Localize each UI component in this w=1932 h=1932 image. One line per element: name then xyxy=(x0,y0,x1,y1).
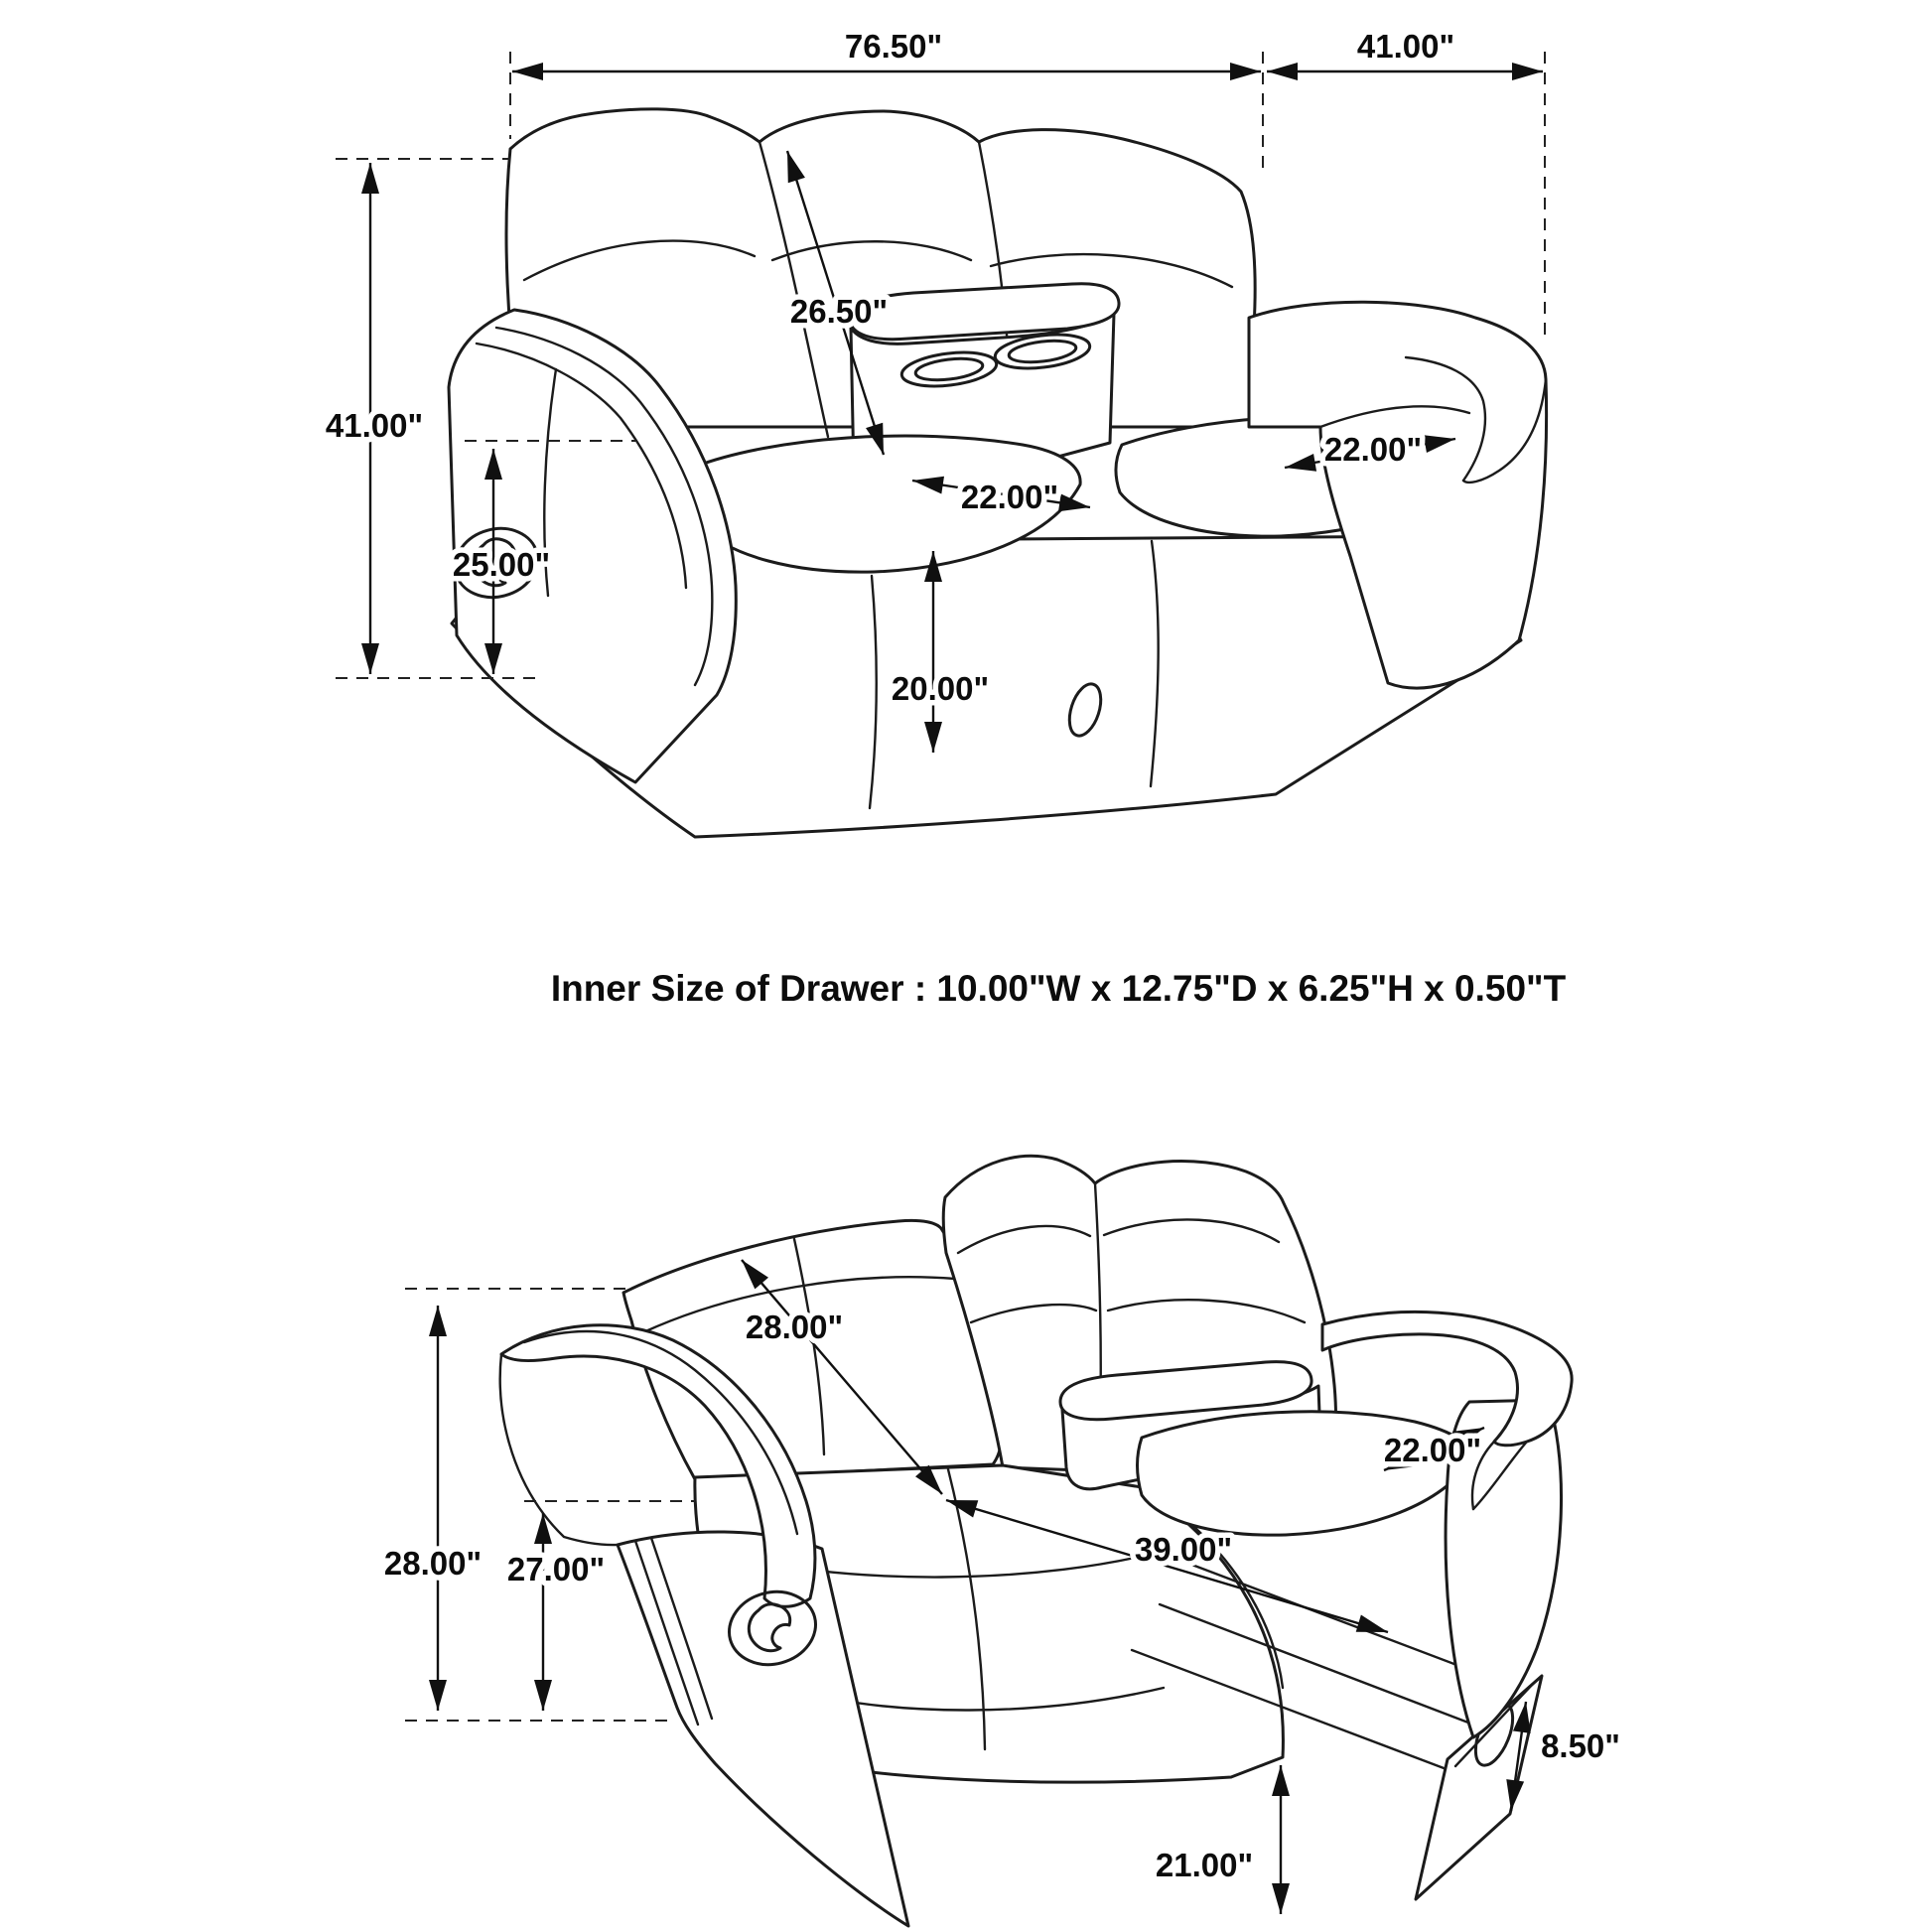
dim-label-footrest-panel: 8.50" xyxy=(1541,1727,1620,1764)
seat-right-bottom xyxy=(1138,1412,1472,1535)
dim-label-seat-width-bottom: 22.00" xyxy=(1383,1432,1482,1468)
dim-overall-depth xyxy=(1267,28,1545,343)
dim-label-arm-height-bottom: 27.00" xyxy=(506,1551,606,1587)
dim-seat-width-bottom xyxy=(1384,1428,1484,1470)
drawer-size-note: Inner Size of Drawer : 10.00"W x 12.75"D x 6.25"H x 0.50"T xyxy=(550,968,1567,1009)
dim-label-back-length: 26.50" xyxy=(789,293,889,330)
dim-label-seat-width-right: 22.00" xyxy=(1323,431,1423,468)
dim-label-seat-front-height: 20.00" xyxy=(891,670,990,707)
dim-label-seat-width-left: 22.00" xyxy=(960,479,1059,515)
bottom-sofa-art xyxy=(500,1156,1572,1926)
dim-label-overall-width: 76.50" xyxy=(844,28,943,65)
bottom-view xyxy=(384,1156,1620,1926)
dim-label-back-length-bottom: 28.00" xyxy=(745,1309,844,1345)
dim-label-arm-height: 25.00" xyxy=(452,546,551,583)
dim-label-overall-depth: 41.00" xyxy=(1356,28,1455,65)
dim-label-reclined-height: 28.00" xyxy=(383,1545,483,1582)
left-arm-outer-edge xyxy=(500,1354,618,1545)
top-sofa-art xyxy=(448,109,1547,837)
dim-label-recline-depth: 39.00" xyxy=(1134,1531,1233,1568)
dim-label-footrest-clearance: 21.00" xyxy=(1155,1847,1254,1883)
dim-footrest-clearance xyxy=(1156,1765,1281,1914)
dim-label-overall-height: 41.00" xyxy=(325,407,424,444)
top-view xyxy=(326,28,1547,837)
